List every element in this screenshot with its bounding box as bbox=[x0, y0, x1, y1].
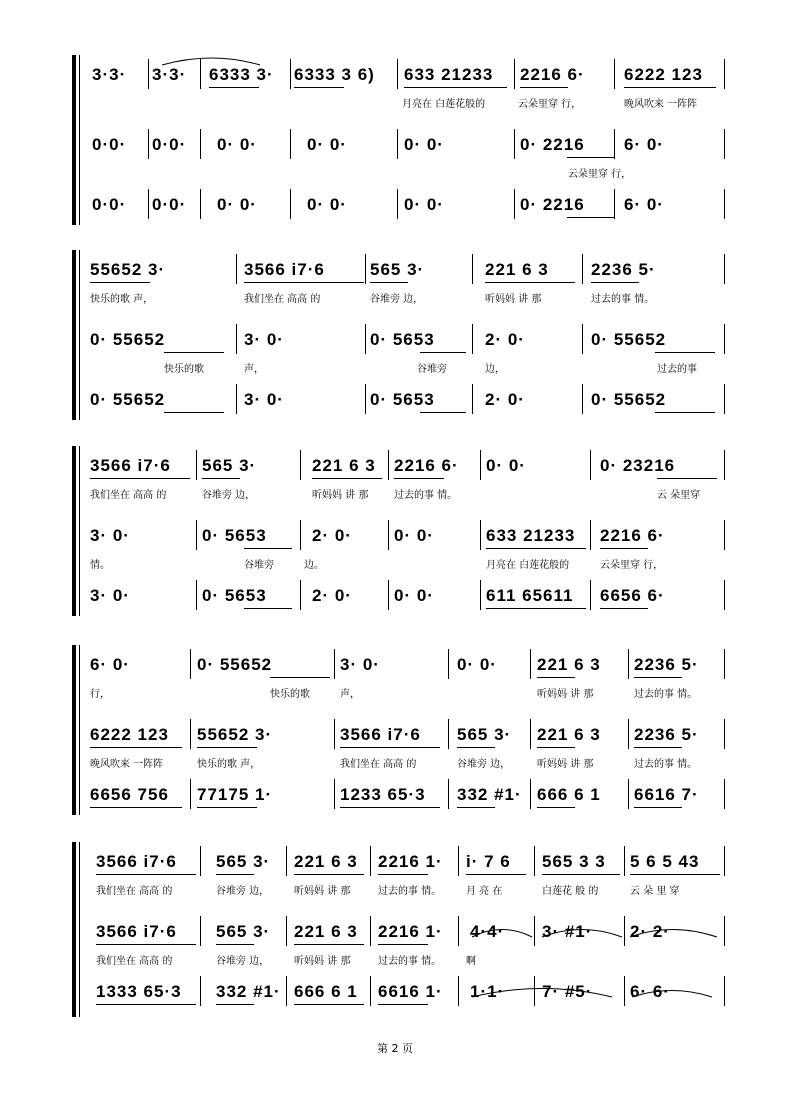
bar-line bbox=[196, 450, 197, 480]
underline bbox=[486, 608, 586, 609]
measure-cell: 6616 1· bbox=[378, 982, 443, 1001]
underline bbox=[197, 747, 257, 748]
measure-cell: 0· 55652 bbox=[90, 390, 166, 409]
underline bbox=[394, 478, 444, 479]
system-brace-line bbox=[79, 250, 80, 420]
lyric-text: 谷堆旁 边， bbox=[370, 294, 424, 305]
measure-cell: 3566 i7·6 bbox=[340, 725, 421, 744]
underline bbox=[486, 548, 586, 549]
measure-cell: 0· 0· bbox=[217, 135, 257, 154]
lyric-text: 听妈妈 讲 那 bbox=[294, 956, 351, 967]
measure-cell: 4·4· bbox=[470, 922, 505, 941]
lyric-text: 过去的事 情。 bbox=[378, 886, 442, 897]
bar-line bbox=[724, 719, 725, 749]
measure-cell: 3·3· bbox=[92, 65, 127, 84]
underline bbox=[634, 807, 682, 808]
measure-cell: 6222 123 bbox=[90, 725, 169, 744]
lyric-text: 快乐的歌 bbox=[164, 364, 204, 375]
lyric-text: 谷堆旁 bbox=[244, 560, 274, 571]
underline bbox=[340, 747, 440, 748]
measure-cell: 633 21233 bbox=[486, 526, 576, 545]
system-brace-line bbox=[79, 446, 80, 616]
measure-cell: 6· 0· bbox=[624, 135, 664, 154]
bar-line bbox=[388, 450, 389, 480]
underline bbox=[270, 677, 330, 678]
slur-marks bbox=[72, 55, 732, 95]
bar-line bbox=[365, 324, 366, 354]
lyric-text: 我们坐在 高高 的 bbox=[96, 886, 173, 897]
bar-line bbox=[365, 384, 366, 414]
bar-line bbox=[472, 324, 473, 354]
lyric-text: 快乐的歌 声， bbox=[197, 759, 261, 770]
underline bbox=[90, 747, 182, 748]
measure-cell: 611 65611 bbox=[486, 586, 574, 605]
measure-cell: 0· 0· bbox=[486, 456, 526, 475]
bar-line bbox=[200, 129, 201, 159]
bar-line bbox=[334, 719, 335, 749]
measure-cell: 6· 0· bbox=[624, 195, 664, 214]
lyric-text: 云朵里穿 行， bbox=[518, 99, 582, 110]
underline bbox=[197, 807, 257, 808]
measure-cell: 2· 0· bbox=[485, 390, 525, 409]
bar-line bbox=[480, 450, 481, 480]
lyric-text: 过去的事 情。 bbox=[378, 956, 442, 967]
measure-cell: 666 6 1 bbox=[294, 982, 358, 1001]
system-brace bbox=[72, 645, 76, 815]
bar-line bbox=[190, 649, 191, 679]
bar-line bbox=[290, 189, 291, 219]
underline bbox=[244, 282, 364, 283]
measure-cell: 0·0· bbox=[92, 135, 127, 154]
score-system-3 bbox=[72, 446, 732, 616]
measure-cell: 0·0· bbox=[92, 195, 127, 214]
bar-line bbox=[397, 189, 398, 219]
bar-line bbox=[530, 719, 531, 749]
measure-cell: 2· 0· bbox=[485, 330, 525, 349]
lyric-text: 过去的事 情。 bbox=[394, 490, 458, 501]
underline bbox=[90, 807, 182, 808]
measure-cell: 3· 0· bbox=[90, 586, 130, 605]
measure-cell: 3· 0· bbox=[340, 655, 380, 674]
system-brace bbox=[72, 446, 76, 616]
bar-line bbox=[590, 520, 591, 550]
bar-line bbox=[290, 129, 291, 159]
bar-line bbox=[628, 719, 629, 749]
underline bbox=[457, 807, 495, 808]
system-brace bbox=[72, 250, 76, 420]
measure-cell: 0· 23216 bbox=[600, 456, 676, 475]
lyric-text: 云 朵里穿 bbox=[657, 490, 701, 501]
measure-cell: 2216 6· bbox=[520, 65, 585, 84]
lyric-text: 谷堆旁 边， bbox=[216, 886, 270, 897]
bar-line bbox=[614, 129, 615, 159]
measure-cell: 0· 0· bbox=[217, 195, 257, 214]
lyric-text: 过去的事 bbox=[657, 364, 697, 375]
underline bbox=[370, 282, 408, 283]
bar-line bbox=[388, 520, 389, 550]
lyric-text: 月 亮 在 bbox=[466, 886, 503, 897]
measure-cell: 2216 6· bbox=[394, 456, 459, 475]
system-brace-line bbox=[79, 645, 80, 815]
bar-line bbox=[334, 779, 335, 809]
measure-cell: 221 6 3 bbox=[537, 655, 601, 674]
underline bbox=[537, 807, 575, 808]
bar-line bbox=[300, 520, 301, 550]
underline bbox=[340, 807, 440, 808]
measure-cell: 0· 2216 bbox=[520, 195, 585, 214]
lyric-text: 云朵里穿 行， bbox=[600, 560, 664, 571]
lyric-text: 过去的事 情。 bbox=[634, 759, 698, 770]
measure-cell: 221 6 3 bbox=[312, 456, 376, 475]
underline bbox=[164, 412, 224, 413]
measure-cell: 0· 0· bbox=[307, 135, 347, 154]
measure-cell: 0· 55652 bbox=[197, 655, 273, 674]
lyric-text: 听妈妈 讲 那 bbox=[485, 294, 542, 305]
bar-line bbox=[397, 129, 398, 159]
lyric-text: 月亮在 白莲花般的 bbox=[486, 560, 570, 571]
measure-cell: 6333 3· bbox=[209, 65, 274, 84]
underline bbox=[537, 747, 575, 748]
measure-cell: 565 3· bbox=[370, 260, 425, 279]
lyric-text: 听妈妈 讲 那 bbox=[537, 759, 594, 770]
bar-line bbox=[196, 580, 197, 610]
measure-cell: 0· 0· bbox=[404, 135, 444, 154]
underline bbox=[312, 478, 382, 479]
bar-line bbox=[724, 254, 725, 284]
lyric-text: 快乐的歌 声， bbox=[90, 294, 154, 305]
measure-cell: 565 3· bbox=[202, 456, 257, 475]
bar-line bbox=[388, 580, 389, 610]
bar-line bbox=[514, 189, 515, 219]
lyric-text: 快乐的歌 bbox=[270, 689, 310, 700]
bar-line bbox=[724, 520, 725, 550]
lyric-text: 听妈妈 讲 那 bbox=[294, 886, 351, 897]
underline bbox=[634, 747, 682, 748]
measure-cell: 565 3· bbox=[216, 852, 271, 871]
lyric-text: 听妈妈 讲 那 bbox=[312, 490, 369, 501]
bar-line bbox=[148, 129, 149, 159]
measure-cell: 3· 0· bbox=[244, 390, 284, 409]
lyric-text: 边， bbox=[485, 364, 505, 375]
measure-cell: 3566 i7·6 bbox=[90, 456, 171, 475]
underline bbox=[567, 217, 615, 218]
bar-line bbox=[724, 189, 725, 219]
underline bbox=[244, 548, 292, 549]
measure-cell: 3566 i7·6 bbox=[96, 852, 177, 871]
lyric-text: 云朵里穿 行， bbox=[568, 169, 632, 180]
measure-cell: 0· 55652 bbox=[591, 390, 667, 409]
measure-cell: 0· 5653 bbox=[202, 526, 267, 545]
measure-cell: 0· 5653 bbox=[370, 330, 435, 349]
measure-cell: 0· 0· bbox=[307, 195, 347, 214]
bar-line bbox=[472, 384, 473, 414]
underline bbox=[90, 282, 150, 283]
underline bbox=[591, 282, 639, 283]
lyric-text: 过去的事 情。 bbox=[634, 689, 698, 700]
bar-line bbox=[582, 384, 583, 414]
measure-cell: 2· 0· bbox=[312, 526, 352, 545]
measure-cell: 2216 6· bbox=[600, 526, 665, 545]
measure-cell: i· 7 6 bbox=[466, 852, 511, 871]
underline bbox=[600, 548, 648, 549]
bar-line bbox=[300, 450, 301, 480]
measure-cell: 3· 0· bbox=[244, 330, 284, 349]
slur-marks bbox=[72, 842, 732, 1017]
underline bbox=[485, 282, 575, 283]
measure-cell: 0· 0· bbox=[404, 195, 444, 214]
measure-cell: 332 #1· bbox=[457, 785, 522, 804]
measure-cell: 6656 6· bbox=[600, 586, 665, 605]
measure-cell: 221 6 3 bbox=[294, 852, 358, 871]
lyric-text: 听妈妈 讲 那 bbox=[537, 689, 594, 700]
measure-cell: 221 6 3 bbox=[537, 725, 601, 744]
measure-cell: 3566 i7·6 bbox=[244, 260, 325, 279]
bar-line bbox=[614, 189, 615, 219]
measure-cell: 55652 3· bbox=[197, 725, 273, 744]
bar-line bbox=[200, 189, 201, 219]
lyric-text: 谷堆旁 边， bbox=[202, 490, 256, 501]
bar-line bbox=[724, 384, 725, 414]
lyric-text: 过去的事 情。 bbox=[591, 294, 655, 305]
lyric-text: 白莲花 般 的 bbox=[542, 886, 599, 897]
score-system-2 bbox=[72, 250, 732, 420]
underline bbox=[90, 478, 190, 479]
measure-cell: 332 #1· bbox=[216, 982, 281, 1001]
bar-line bbox=[514, 129, 515, 159]
lyric-text: 我们坐在 高高 的 bbox=[96, 956, 173, 967]
measure-cell: 221 6 3 bbox=[294, 922, 358, 941]
measure-cell: 2236 5· bbox=[591, 260, 656, 279]
lyric-text: 行， bbox=[90, 689, 110, 700]
bar-line bbox=[480, 580, 481, 610]
bar-line bbox=[448, 779, 449, 809]
measure-cell: 3·3· bbox=[152, 65, 187, 84]
measure-cell: 6222 123 bbox=[624, 65, 703, 84]
underline bbox=[600, 608, 648, 609]
measure-cell: 1233 65·3 bbox=[340, 785, 426, 804]
lyric-text: 晚风吹来 一阵阵 bbox=[90, 759, 164, 770]
underline bbox=[537, 677, 575, 678]
bar-line bbox=[365, 254, 366, 284]
measure-cell: 2236 5· bbox=[634, 725, 699, 744]
bar-line bbox=[300, 580, 301, 610]
measure-cell: 6616 7· bbox=[634, 785, 699, 804]
bar-line bbox=[724, 580, 725, 610]
lyric-text: 情。 bbox=[90, 560, 110, 571]
bar-line bbox=[190, 779, 191, 809]
measure-cell: 0· 5653 bbox=[370, 390, 435, 409]
measure-cell: 2· 2· bbox=[630, 922, 670, 941]
measure-cell: 3· 0· bbox=[90, 526, 130, 545]
measure-cell: 0·0· bbox=[152, 135, 187, 154]
underline bbox=[634, 677, 682, 678]
underline bbox=[202, 478, 240, 479]
measure-cell: 3· #1· bbox=[542, 922, 593, 941]
bar-line bbox=[628, 649, 629, 679]
lyric-text: 谷堆旁 边， bbox=[216, 956, 270, 967]
measure-cell: 5 6 5 43 bbox=[630, 852, 700, 871]
lyric-text: 谷堆旁 bbox=[417, 364, 447, 375]
measure-cell: 565 3 3 bbox=[542, 852, 606, 871]
underline bbox=[655, 412, 715, 413]
lyric-text: 云 朵 里 穿 bbox=[630, 886, 680, 897]
measure-cell: 0· 0· bbox=[394, 526, 434, 545]
underline bbox=[655, 352, 715, 353]
bar-line bbox=[236, 254, 237, 284]
measure-cell: 666 6 1 bbox=[537, 785, 601, 804]
page-number: 第 2 页 bbox=[377, 1042, 413, 1055]
measure-cell: 0· 5653 bbox=[202, 586, 267, 605]
underline bbox=[567, 157, 615, 158]
measure-cell: 0· 55652 bbox=[90, 330, 166, 349]
measure-cell: 2216 1· bbox=[378, 922, 443, 941]
lyric-text: 晚风吹来 一阵阵 bbox=[624, 99, 698, 110]
lyric-text: 我们坐在 高高 的 bbox=[90, 490, 167, 501]
measure-cell: 1333 65·3 bbox=[96, 982, 182, 1001]
measure-cell: 77175 1· bbox=[197, 785, 273, 804]
bar-line bbox=[724, 324, 725, 354]
measure-cell: 3566 i7·6 bbox=[96, 922, 177, 941]
measure-cell: 7· #5· bbox=[542, 982, 593, 1001]
measure-cell: 0· 0· bbox=[394, 586, 434, 605]
measure-cell: 2236 5· bbox=[634, 655, 699, 674]
bar-line bbox=[236, 324, 237, 354]
lyric-text: 我们坐在 高高 的 bbox=[340, 759, 417, 770]
measure-cell: 6· 0· bbox=[90, 655, 130, 674]
bar-line bbox=[448, 719, 449, 749]
underline bbox=[657, 478, 717, 479]
underline bbox=[244, 608, 292, 609]
lyric-text: 月亮在 白莲花般的 bbox=[402, 99, 486, 110]
bar-line bbox=[724, 779, 725, 809]
bar-line bbox=[590, 450, 591, 480]
bar-line bbox=[190, 719, 191, 749]
measure-cell: 0· 0· bbox=[457, 655, 497, 674]
measure-cell: 0· 55652 bbox=[591, 330, 667, 349]
lyric-text: 我们坐在 高高 的 bbox=[244, 294, 321, 305]
measure-cell: 6333 3 6) bbox=[294, 65, 375, 84]
bar-line bbox=[334, 649, 335, 679]
measure-cell: 565 3· bbox=[216, 922, 271, 941]
measure-cell: 2216 1· bbox=[378, 852, 443, 871]
bar-line bbox=[236, 384, 237, 414]
bar-line bbox=[724, 450, 725, 480]
measure-cell: 2· 0· bbox=[312, 586, 352, 605]
measure-cell: 6656 756 bbox=[90, 785, 169, 804]
measure-cell: 6· 6· bbox=[630, 982, 670, 1001]
lyric-text: 谷堆旁 边， bbox=[457, 759, 511, 770]
underline bbox=[420, 412, 466, 413]
bar-line bbox=[448, 649, 449, 679]
measure-cell: 0· 2216 bbox=[520, 135, 585, 154]
bar-line bbox=[530, 779, 531, 809]
measure-cell: 565 3· bbox=[457, 725, 512, 744]
score-system-5 bbox=[72, 842, 732, 1017]
bar-line bbox=[148, 189, 149, 219]
bar-line bbox=[472, 254, 473, 284]
bar-line bbox=[480, 520, 481, 550]
measure-cell: 55652 3· bbox=[90, 260, 166, 279]
score-system-4 bbox=[72, 645, 732, 815]
measure-cell: 221 6 3 bbox=[485, 260, 549, 279]
bar-line bbox=[582, 254, 583, 284]
lyric-text: 声， bbox=[244, 364, 264, 375]
bar-line bbox=[590, 580, 591, 610]
lyric-text: 边。 bbox=[304, 560, 324, 571]
measure-cell: 1·1· bbox=[470, 982, 505, 1001]
underline bbox=[457, 747, 495, 748]
bar-line bbox=[628, 779, 629, 809]
bar-line bbox=[196, 520, 197, 550]
bar-line bbox=[724, 129, 725, 159]
underline bbox=[420, 352, 466, 353]
lyric-text: 声， bbox=[340, 689, 360, 700]
measure-cell: 633 21233 bbox=[404, 65, 494, 84]
underline bbox=[164, 352, 224, 353]
bar-line bbox=[724, 649, 725, 679]
bar-line bbox=[530, 649, 531, 679]
bar-line bbox=[582, 324, 583, 354]
measure-cell: 0·0· bbox=[152, 195, 187, 214]
lyric-text: 啊 bbox=[466, 956, 476, 967]
